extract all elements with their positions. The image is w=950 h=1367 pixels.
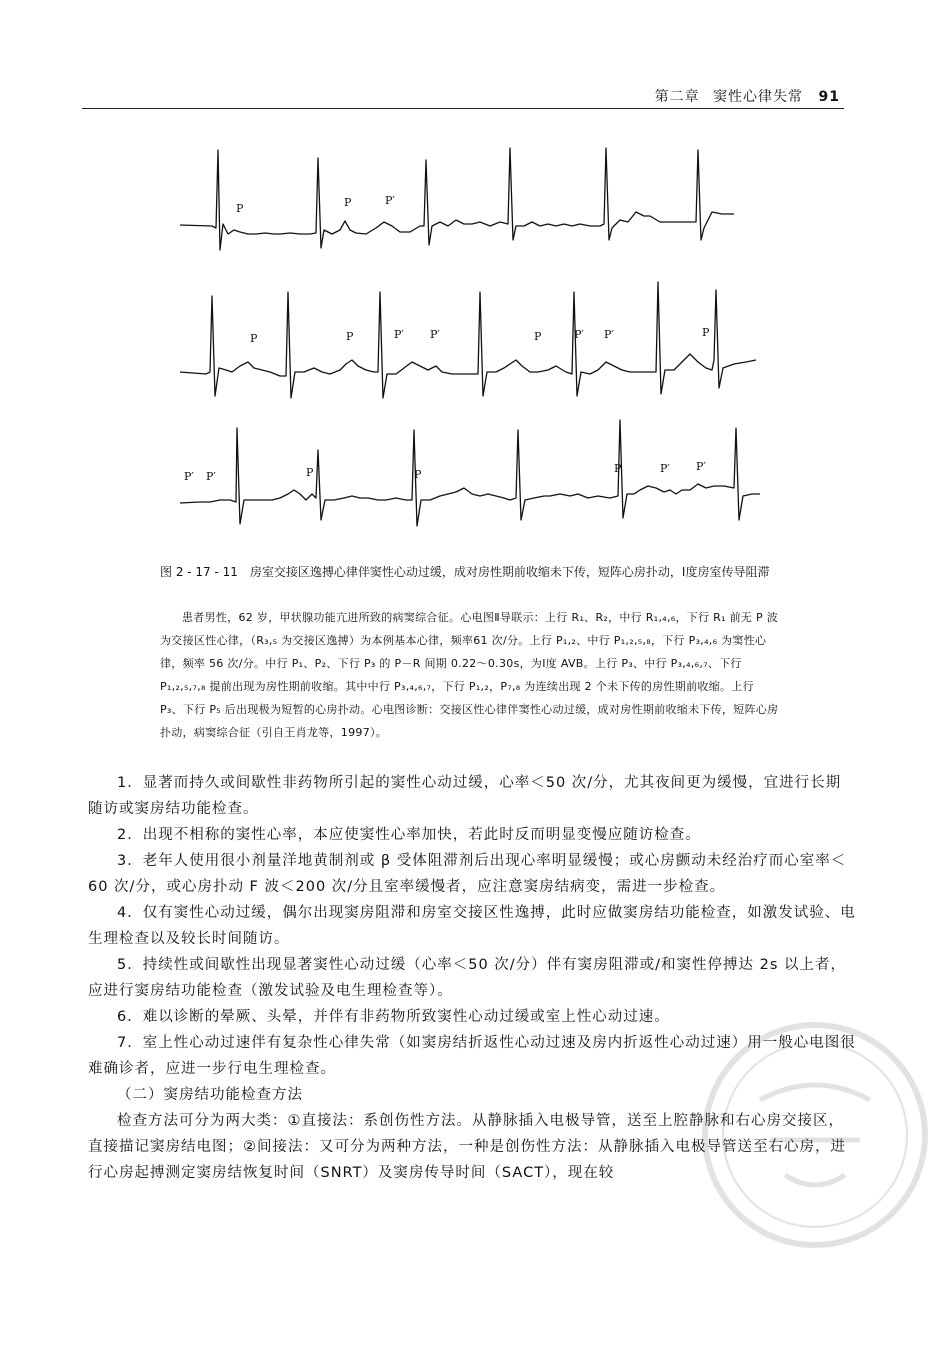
ecg-traces (0, 0, 950, 560)
paragraph: 检查方法可分为两大类：①直接法：系创伤性方法。从静脉插入电极导管，送至上腔静脉和右心房交接区，直接描记窦房结电图；②间接法：又可分为两种方法，一种是创伤性方法：从静脉插入电极导管送至右心房，进行心房起搏测定窦房结恢复时间（SNRT）及窦房传导时间（SACT），现在较 (88, 1113, 846, 1181)
paragraph: 5．持续性或间歇性出现显著窦性心动过缓（心率＜50 次/分）伴有窦房阻滞或/和窦性停搏达 2s 以上者，应进行窦房结功能检查（激发试验及电生理检查等）。 (88, 957, 847, 999)
paragraph: 2．出现不相称的窦性心率，本应使窦性心率加快，若此时反而明显变慢应随访检查。 (117, 827, 701, 843)
ecg-strip-2 (180, 282, 756, 398)
p-wave-label: P′ (696, 460, 706, 473)
p-wave-label: P (236, 202, 244, 215)
p-wave-label: P′ (660, 462, 670, 475)
figure-note (160, 606, 780, 744)
p-wave-label: P′ (604, 328, 614, 341)
page-number: 91 (818, 89, 840, 105)
p-wave-label: P (702, 326, 710, 339)
chapter-label: 第二章 (654, 89, 700, 105)
p-wave-label: P (414, 468, 422, 481)
paragraph: 3．老年人使用很小剂量洋地黄制剂或 β 受体阻滞剂后出现心率明显缓慢；或心房颤动未经治疗而心室率＜60 次/分，或心房扑动 F 波＜200 次/分且室率缓慢者，应注意窦房结病变，需进一步检查。 (88, 853, 847, 895)
figure-note-text: 患者男性，62 岁，甲状腺功能亢进所致的病窦综合征。心电图Ⅱ导联示：上行 R₁、R₂，中行 R₁,₄,₆，下行 R₁ 前无 P 波为交接区性心律，（R₃,₅ 为交接区逸搏）为本例基本心律，频率61 次/分。上行 P₁,₂、中行 P₁,₂,₅,₈，下行 P₃,₄,₆ 为窦性心律，频率 56 次/分。中行 P₁、P₂、下行 P₃ 的 P－R 间期 0.22～0.30s，为Ⅰ度 AVB。上行 P₃、中行 P₃,₄,₆,₇、下行 P₁,₂,₅,₇,₈ 提前出现为房性期前收缩。其中中行 P₃,₄,₆,₇，下行 P₁,₂，P₇,₈ 为连续出现 2 个未下传的房性期前收缩。上行 P₃、下行 P₅ 后出现极为短暂的心房扑动。心电图诊断：交接区性心律伴窦性心动过缓，成对房性期前收缩未下传，短阵心房扑动，病窦综合征（引自王肖龙等，1997）。 (160, 611, 779, 739)
p-wave-label: P′ (385, 194, 395, 207)
p-wave-label: P (534, 330, 542, 343)
figure-caption: 图 2 - 17 - 11 房室交接区逸搏心律伴窦性心动过缓，成对房性期前收缩未下传，短阵心房扑动，Ⅰ度房室传导阻滞 (160, 565, 770, 579)
paragraph: 6．难以诊断的晕厥、头晕，并伴有非药物所致窦性心动过缓或室上性心动过速。 (117, 1009, 670, 1025)
p-wave-label: P′ (184, 470, 194, 483)
paragraph: 7．室上性心动过速伴有复杂性心律失常（如窦房结折返性心动过速及房内折返性心动过速）用一般心电图很难确诊者，应进一步行电生理检查。 (88, 1035, 856, 1077)
p-wave-label: P′ (394, 328, 404, 341)
watermark-stamp (690, 1010, 940, 1260)
p-wave-label: P (250, 332, 258, 345)
p-wave-label: P (344, 196, 352, 209)
paragraph: 1．显著而持久或间歇性非药物所引起的窦性心动过缓，心率＜50 次/分，尤其夜间更为缓慢，宜进行长期随访或窦房结功能检查。 (88, 775, 842, 817)
p-wave-label: P′ (574, 328, 584, 341)
p-wave-label: P′ (206, 470, 216, 483)
p-wave-label: P (306, 466, 314, 479)
ecg-figure (0, 0, 950, 560)
p-wave-label: P (614, 462, 622, 475)
ecg-strip-3 (180, 420, 760, 526)
paragraph: 4．仅有窦性心动过缓，偶尔出现窦房阻滞和房室交接区性逸搏，此时应做窦房结功能检查，如激发试验、电生理检查以及较长时间随访。 (88, 905, 856, 947)
ecg-strip-1 (180, 148, 734, 250)
p-wave-label: P (346, 330, 354, 343)
chapter-title: 窦性心律失常 (713, 89, 804, 105)
p-wave-label: P′ (430, 328, 440, 341)
section-heading: （二）窦房结功能检查方法 (117, 1087, 303, 1103)
